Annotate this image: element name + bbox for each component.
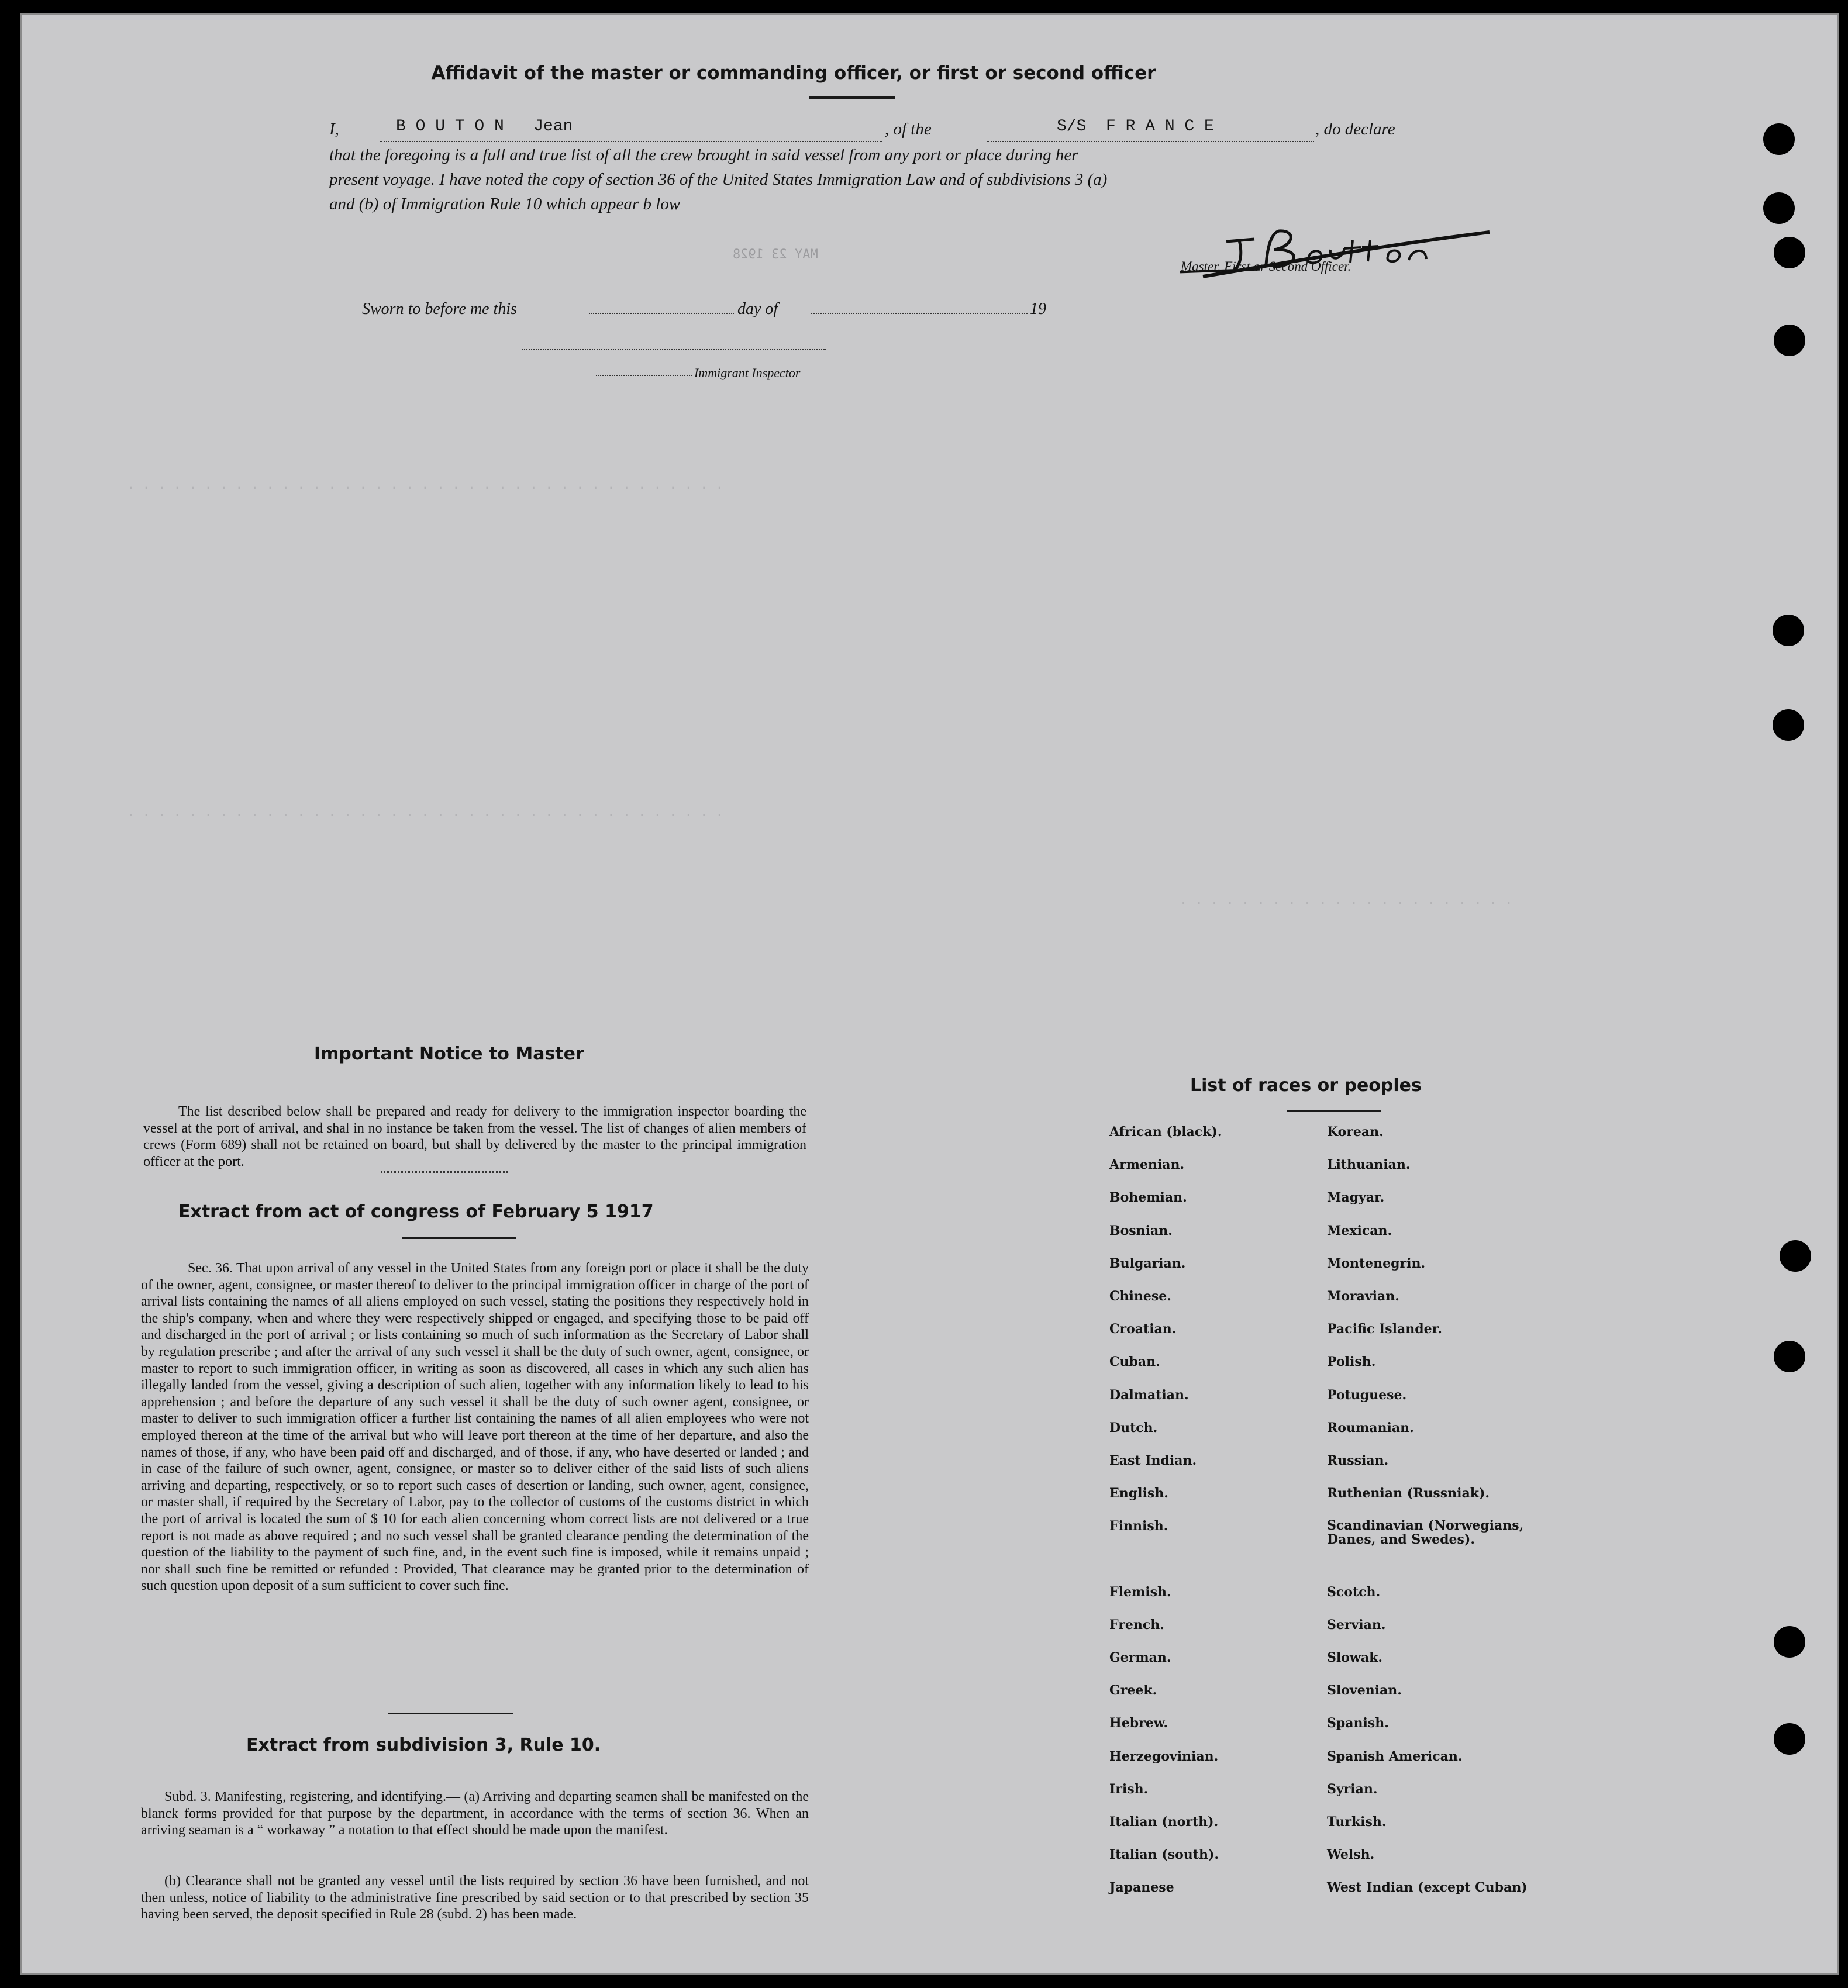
punch-hole (1774, 325, 1805, 356)
notice-title: Important Notice to Master (314, 1044, 584, 1064)
notice-text: The list described below shall be prepared and ready for delivery to the immigration inspector boarding the vessel at the port of arrival, and shal in no instance be taken from the vessel. The list of changes of alien members of crews (Form 689) shall not be retained on board, but shall by delivered by the master to the principal immigration officer at the port. (143, 1104, 806, 1169)
race-item: Herzegovinian. (1109, 1748, 1219, 1764)
race-item: Welsh. (1327, 1847, 1375, 1863)
rule-text-b: (b) Clearance shall not be granted any vessel until the lists required by section 36 have been furnished, and not then unless, notice of liability to the administrative fine prescribed by said section or to that prescribed by section 35 having been served, the deposit specified in Rule 28 (subd. 2) has been made. (141, 1873, 809, 1923)
race-item: African (black). (1109, 1124, 1222, 1140)
punch-hole (1773, 615, 1804, 646)
race-item: Slowak. (1327, 1650, 1383, 1665)
signature-image (1185, 208, 1513, 289)
punch-hole (1774, 237, 1805, 268)
race-item: English. (1109, 1486, 1168, 1502)
race-item: Roumanian. (1327, 1420, 1414, 1435)
punch-hole (1774, 1723, 1805, 1755)
act-title: Extract from act of congress of February 5 1917 (178, 1202, 654, 1222)
punch-hole (1774, 1341, 1805, 1372)
rule-text-a: Subd. 3. Manifesting, registering, and identifying.— (a) Arriving and departing seamen shall be manifested on the blanck forms provided for that purpose by the department, in accordance with the terms of section 36. When an arriving seaman is a “ workaway ” a notation to that effect should be made upon the manifest. (141, 1789, 809, 1838)
vessel-name: S/S F R A N C E (1057, 118, 1214, 136)
race-item: Mexican. (1327, 1223, 1392, 1238)
act-text: Sec. 36. That upon arrival of any vessel in the United States from any foreign port or place it shall be the duty of the owner, agent, consignee, or master thereof to deliver to the principal immigration officer in charge of the port of arrival lists containing the names of all aliens employed on such vessel, stating the positions they respectively hold in the ship's company, when and where they were respectively shipped or engaged, and specifying those to be paid off and discharged in the port of arrival ; or lists containing so much of such information as the Secretary of Labor shall by regulation prescribe ; and after the arrival of any such vessel it shall be the duty of such owner, agent, consignee, or master to report to such immigration officer, in writing as soon as discovered, all cases in which any such alien has illegally landed from the vessel, giving a description of such alien, together with any information likely to lead to his apprehension ; and before the departure of any such vessel it shall be the duty of such owner agent, consignee, or master to deliver to such immigration officer a further list containing the names of all alien employees who were not employed thereon at the time of the arrival but who will leave port thereon at the time of her departure, and also the names of those, if any, who have been paid off and discharged, and of those, if any, who have deserted or landed ; and in case of the failure of such owner, agent, consignee, or master so to deliver either of the said lists of such aliens arriving and departing, respectively, or so to report such cases of desertion or landing, such owner, agent, consignee, or master shall, if required by the Secretary of Labor, pay to the collector of customs of the customs district in which the port of arrival is located the sum of $ 10 for each alien concerning whom correct lists are not delivered or a true report is not made as above required ; and no such vessel shall be granted clearance pending the determination of the question of the liability to the payment of such fine, and, in the event such fine is imposed, while it remains unpaid ; nor shall such fine be remitted or refunded : Provided, That clearance may be granted prior to the determination of such question upon deposit of a sum sufficient to cover such fine. (141, 1261, 809, 1594)
sworn-year: 19 (1030, 300, 1046, 318)
race-item: Armenian. (1109, 1157, 1185, 1173)
affidavit-line2: that the foregoing is a full and true list of all the crew brought in said vessel from any port or place during her (329, 146, 1078, 164)
race-item: Turkish. (1327, 1814, 1387, 1830)
sworn-text: Sworn to before me this (362, 300, 517, 318)
affidavit-line4: and (b) of Immigration Rule 10 which appear b low (329, 195, 681, 213)
affidavit-line1-i: I, (329, 120, 339, 139)
punch-hole (1773, 709, 1804, 741)
affidavit-line3: present voyage. I have noted the copy of section 36 of the United States Immigration Law and of subdivisions 3 (a) (329, 170, 1108, 189)
race-item: Spanish American. (1327, 1748, 1463, 1764)
race-item: Greek. (1109, 1683, 1157, 1699)
race-item: Scotch. (1327, 1584, 1381, 1600)
race-item: Polish. (1327, 1354, 1376, 1370)
race-item: Bulgarian. (1109, 1255, 1186, 1271)
race-item: Bosnian. (1109, 1223, 1173, 1238)
race-item: Bohemian. (1109, 1190, 1187, 1206)
race-item: Croatian. (1109, 1321, 1177, 1337)
race-item: Dutch. (1109, 1420, 1158, 1435)
affidavit-declare: , do declare (1315, 120, 1395, 139)
race-item: Syrian. (1327, 1781, 1378, 1797)
rule-title: Extract from subdivision 3, Rule 10. (246, 1735, 601, 1755)
race-item: French. (1109, 1617, 1164, 1632)
officer-caption: Master, First or Second Officer. (1181, 259, 1351, 274)
race-item: Montenegrin. (1327, 1255, 1426, 1271)
race-item: Flemish. (1109, 1584, 1171, 1600)
race-item: Irish. (1109, 1781, 1149, 1797)
race-item: Italian (north). (1109, 1814, 1219, 1830)
race-item: German. (1109, 1650, 1171, 1665)
punch-hole (1774, 1626, 1805, 1658)
inspector-caption: Immigrant Inspector (694, 365, 801, 380)
race-item: Slovenian. (1327, 1683, 1402, 1699)
master-name: B O U T O N Jean (396, 118, 573, 136)
race-item: Moravian. (1327, 1289, 1399, 1304)
race-item: Italian (south). (1109, 1847, 1219, 1863)
race-item: Spanish. (1327, 1716, 1389, 1731)
race-item: Pacific Islander. (1327, 1321, 1442, 1337)
race-item: Russian. (1327, 1453, 1389, 1468)
punch-hole (1763, 192, 1795, 224)
races-title: List of races or peoples (1190, 1075, 1422, 1096)
race-item: Cuban. (1109, 1354, 1160, 1370)
document-page: . . . . . . . . . . . . . . . . . . . . . . . . . . . . . . . . . . . . . . . . . . . . . . . . . . . . . . . . . . . . . . . . . . . . . . . . . . . . . . . . . . . . . . . . . . . . . . . . . . . . Affidavit of the master or commanding officer, or first or second officer I, B O U T O N Jean , of the S/S F R A N C E , do declare that the foregoing is a full and true list of all the crew brought in said vessel from any port or place during her present voyage. I have noted the copy of section 36 of the United States Immigration Law and of subdivisions 3 (a) and (b) of Immigration Rule 10 which appear b low MAY 23 1928 Master, First or Second Officer. Sworn to before me this day of 19 Immigrant Inspector Important Notice to Master The list described below shall be prepared and ready for delivery to the immigration inspector boarding the vessel at the port of arrival, and shal in no instance be taken from the vessel. The list of changes of alien members of crews (Form 689) shall not be retained on board, but shall by delivered by the master to the principal immigration officer at the port. Extract from act of congress of February 5 1917 Sec. 36. That upon arrival of any vessel in the United States from any foreign port or place it shall be the duty of the owner, agent, consignee, or master thereof to deliver to the principal immigration officer in charge of the port of arrival lists containing the names of all aliens employed on such vessel, stating the positions they respectively hold in the ship's company, when and where they were respectively shipped or engaged, and specifying those to be paid off and discharged in the port of arrival ; or lists containing so much of such information as the Secretary of Labor shall by regulation prescribe ; and after the arrival of any such vessel it shall be the duty of such owner, agent, consignee, or master to report to such immigration officer, in writing as soon as discovered, all cases in which any such alien has illegally landed from the vessel, giving a description of such alien, together with any information likely to lead to his apprehension ; and before the departure of any such vessel it shall be the duty of such owner agent, consignee, or master to deliver to such immigration officer a further list containing the names of all alien employees who were not employed thereon at the time of the arrival but who will leave port thereon at the time of her departure, and also the names of those, if any, who have been paid off and discharged, and of those, if any, who have deserted or landed ; and in case of the failure of such owner, agent, consignee, or master so to deliver either of the said lists of such aliens arriving and departing, respectively, or so to report such cases of desertion or landing, such owner, agent, consignee, or master shall, if required by the Secretary of Labor, pay to the collector of customs of the customs district in which the port of arrival is located the sum of $ 10 for each alien concerning whom correct lists are not delivered or a true report is not made as above required ; and no such vessel shall be granted clearance pending the determination of the question of the liability to the payment of such fine, and, in the event such fine is imposed, while it remains unpaid ; nor shall such fine be remitted or refunded : Provided, That clearance may be granted prior to the determination of such question upon deposit of a sum sufficient to cover such fine. Extract from subdivision 3, Rule 10. Subd. 3. Manifesting, registering, and identifying.— (a) Arriving and departing seamen shall be manifested on the blanck forms provided for that purpose by the department, in accordance with the terms of section 36. When an arriving seaman is a “ workaway ” a notation to that effect should be made upon the manifest. (b) Clearance shall not be granted any vessel until the lists required by section 36 have been furnished, and not then unless, notice of liability to the administrative fine prescribed by said section or to that prescribed by section 35 having been served, the deposit specified in Rule 28 (subd. 2) has been made. List of races or peoples African (black). Armenian. Bohemian. Bosnian. Bulgarian. Chinese. Croatian. Cuban. Dalmatian. Dutch. East Indian. English. Finnish. Flemish. French. German. Greek. Hebrew. Herzegovinian. Irish. Italian (north). Italian (south). Japanese Korean. Lithuanian. Magyar. Mexican. Montenegrin. Moravian. Pacific Islander. Polish. Potuguese. Roumanian. Russian. Ruthenian (Russniak). Scandinavian (Norwegians, Danes, and Swedes). Scotch. Servian. Slowak. Slovenian. Spanish. Spanish American. Syrian. Turkish. Welsh. West Indian (except Cuban) (20, 13, 1839, 1975)
race-item: Lithuanian. (1327, 1157, 1411, 1173)
race-item: Ruthenian (Russniak). (1327, 1486, 1490, 1502)
race-item: Scandinavian (Norwegians, Danes, and Swedes). (1327, 1518, 1524, 1548)
affidavit-of-the: , of the (885, 120, 932, 139)
race-item: Finnish. (1109, 1518, 1168, 1534)
race-item: East Indian. (1109, 1453, 1197, 1468)
race-item: Dalmatian. (1109, 1387, 1189, 1403)
sworn-day-of: day of (737, 300, 778, 318)
race-item: Japanese (1109, 1880, 1174, 1896)
race-item: Potuguese. (1327, 1387, 1407, 1403)
punch-hole (1780, 1240, 1811, 1272)
punch-hole (1763, 123, 1795, 155)
race-item: Korean. (1327, 1124, 1384, 1140)
affidavit-title: Affidavit of the master or commanding officer, or first or second officer (431, 63, 1156, 84)
race-item: Servian. (1327, 1617, 1386, 1632)
race-item: Chinese. (1109, 1289, 1171, 1304)
race-item: Magyar. (1327, 1190, 1385, 1206)
date-stamp-bleed: MAY 23 1928 (733, 247, 818, 262)
race-item: West Indian (except Cuban) (1327, 1880, 1528, 1896)
race-item: Hebrew. (1109, 1716, 1168, 1731)
